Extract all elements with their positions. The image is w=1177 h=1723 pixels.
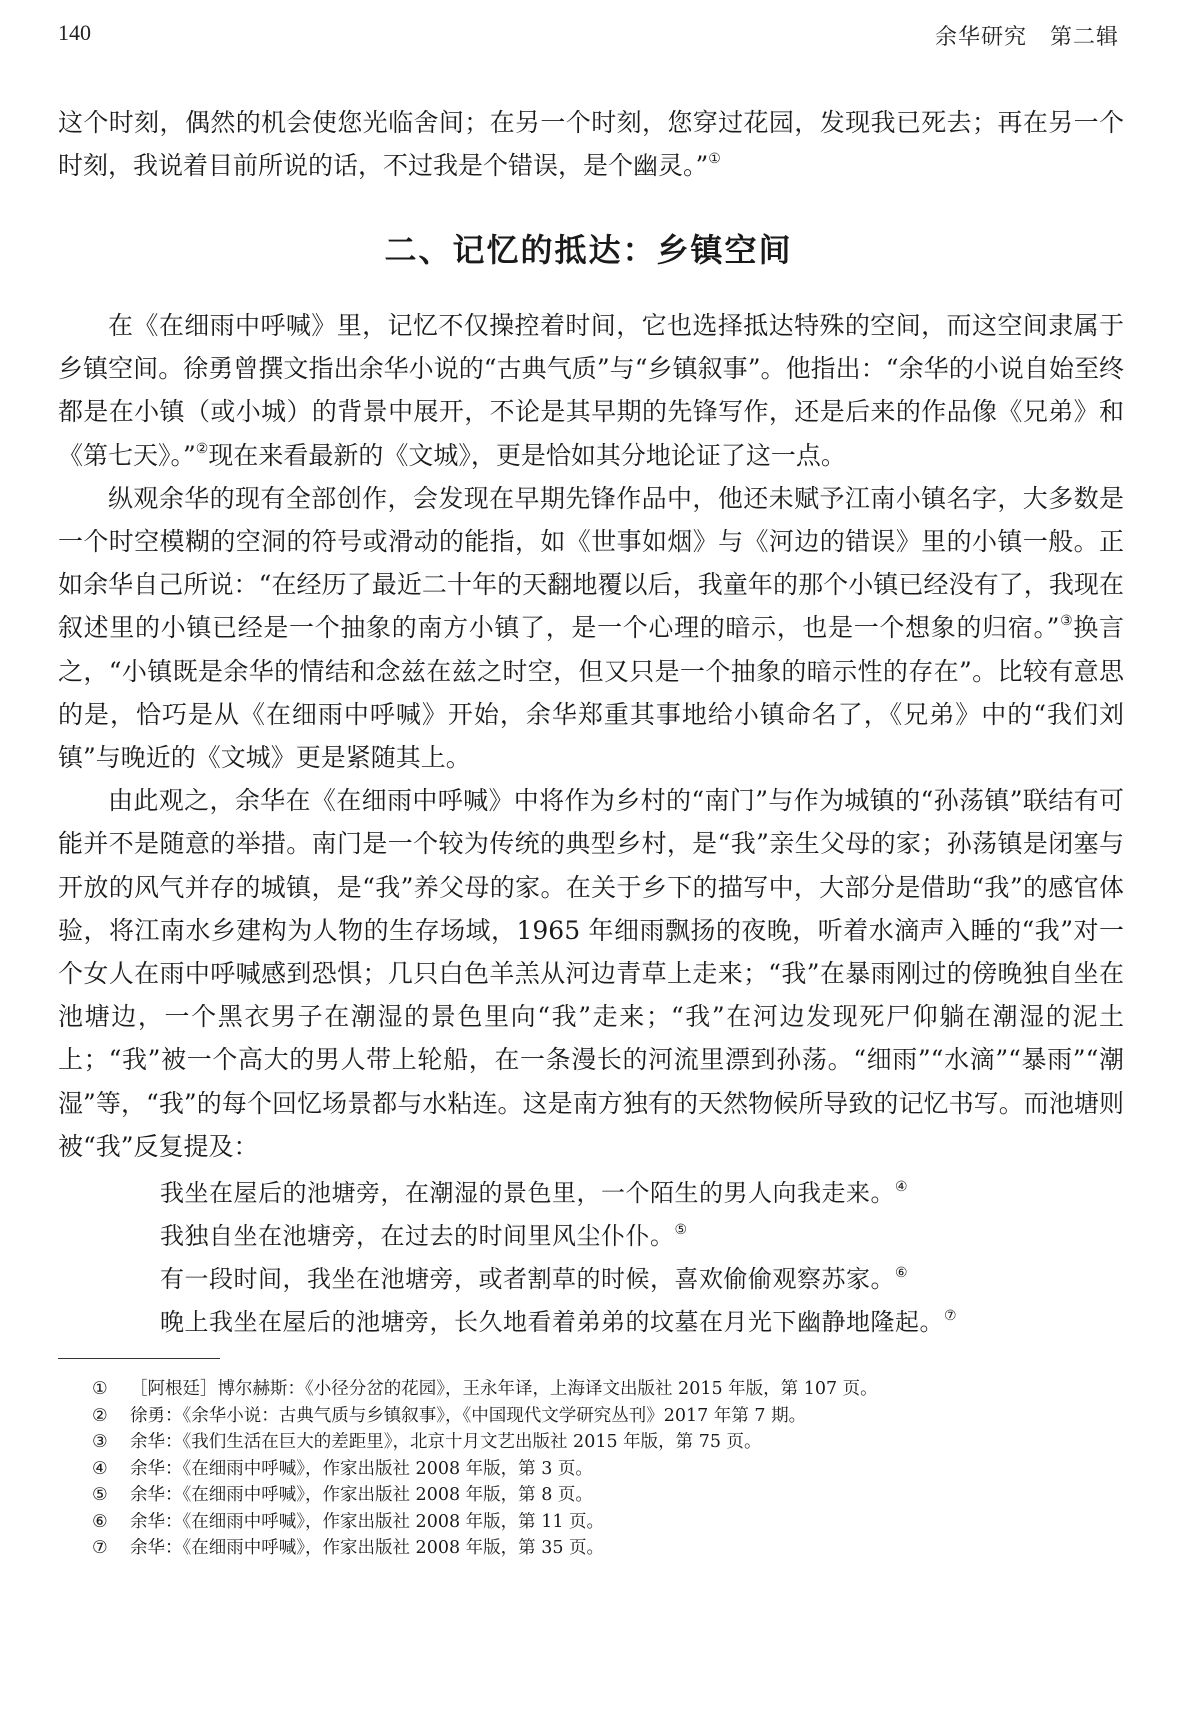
page-number: 140 xyxy=(58,20,91,45)
footnote-item xyxy=(92,1456,1122,1483)
footnote-item xyxy=(92,1535,1122,1562)
footnote-text: 余华：《在细雨中呼喊》，作家出版社 2008 年版，第 11 页。 xyxy=(130,1511,605,1532)
footnote-item xyxy=(92,1376,1122,1403)
footnote-ref-6[interactable]: ⑥ xyxy=(895,1265,909,1281)
footnote-ref-4[interactable]: ④ xyxy=(895,1179,909,1195)
intro-paragraph xyxy=(58,101,1124,187)
paragraph-1-text-b: 现在来看最新的《文城》，更是恰如其分地论证了这一点。 xyxy=(208,440,846,470)
footnote-item xyxy=(92,1509,1122,1536)
section-heading: 二、记忆的抵达：乡镇空间 xyxy=(384,231,793,269)
footnote-text: 徐勇：《余华小说：古典气质与乡镇叙事》，《中国现代文学研究丛刊》2017 年第 7 期。 xyxy=(130,1405,807,1426)
quote-line-text: 我坐在屋后的池塘旁，在潮湿的景色里，一个陌生的男人向我走来。 xyxy=(160,1179,895,1207)
quote-line xyxy=(160,1215,1100,1258)
footnote-text: 余华：《在细雨中呼喊》，作家出版社 2008 年版，第 8 页。 xyxy=(130,1485,593,1505)
footnote-mark: ③ xyxy=(92,1432,108,1452)
quote-line xyxy=(160,1301,1100,1344)
footnote-mark: ② xyxy=(92,1405,108,1426)
block-quote xyxy=(160,1172,1100,1344)
footnote-ref-2[interactable]: ② xyxy=(195,440,209,457)
footnote-divider xyxy=(58,1358,220,1359)
quote-line-text: 我独自坐在池塘旁，在过去的时间里风尘仆仆。 xyxy=(160,1222,675,1250)
footnote-text: 余华：《我们生活在巨大的差距里》，北京十月文艺出版社 2015 年版，第 75 页。 xyxy=(130,1432,762,1452)
footnote-item xyxy=(92,1429,1122,1456)
paragraph-2 xyxy=(58,477,1124,779)
footnote-ref-3[interactable]: ③ xyxy=(1059,613,1074,630)
paragraph-2-text-a: 纵观余华的现有全部创作，会发现在早期先锋作品中，他还未赋予江南小镇名字，大多数是一个时空模糊的空洞的符号或滑动的能指，如《世事如烟》与《河边的错误》里的小镇一般。正如余华自己所说：“在经历了最近二十年的天翻地覆以后，我童年的那个小镇已经没有了，我现在叙述里的小镇已经是一个抽象的南方小镇了，是一个心理的暗示，也是一个想象的归宿。” xyxy=(58,483,1124,643)
running-header-title: 余华研究 第二辑 xyxy=(934,25,1119,50)
paragraph-3: 由此观之，余华在《在细雨中呼喊》中将作为乡村的“南门”与作为城镇的“孙荡镇”联结有可能并不是随意的举措。南门是一个较为传统的典型乡村，是“我”亲生父母的家；孙荡镇是闭塞与开放的风气并存的城镇，是“我”养父母的家。在关于乡下的描写中，大部分是借助“我”的感官体验，将江南水乡建构为人物的生存场域，1965 年细雨飘扬的夜晚，听着水滴声入睡的“我”对一个女人在雨中呼喊感到恐惧；几只白色羊羔从河边青草上走来；“我”在暴雨刚过的傍晚独自坐在池塘边，一个黑衣男子在潮湿的景色里向“我”走来；“我”在河边发现死尸仰躺在潮湿的泥土上；“我”被一个高大的男人带上轮船，在一条漫长的河流里漂到孙荡。“细雨”“水滴”“暴雨”“潮湿”等，“我”的每个回忆场景都与水粘连。这是南方独有的天然物候所导致的记忆书写。而池塘则被“我”反复提及： xyxy=(58,786,1124,1161)
intro-text: 这个时刻，偶然的机会使您光临舍间；在另一个时刻，您穿过花园，发现我已死去；再在另一个时刻，我说着目前所说的话，不过我是个错误，是个幽灵。” xyxy=(58,108,1124,181)
footnote-ref-1[interactable]: ① xyxy=(708,151,721,168)
quote-line-text: 晚上我坐在屋后的池塘旁，长久地看着弟弟的坟墓在月光下幽静地隆起。 xyxy=(160,1308,944,1336)
footnote-text: 余华：《在细雨中呼喊》，作家出版社 2008 年版，第 35 页。 xyxy=(130,1538,605,1558)
footnote-mark: ① xyxy=(92,1379,108,1399)
footnote-item xyxy=(92,1482,1122,1509)
footnote-mark: ⑥ xyxy=(92,1511,108,1532)
footnote-text: 余华：《在细雨中呼喊》，作家出版社 2008 年版，第 3 页。 xyxy=(130,1458,593,1479)
main-body xyxy=(58,304,1124,1168)
paragraph-1-text-a: 在《在细雨中呼喊》里，记忆不仅操控着时间，它也选择抵达特殊的空间，而这空间隶属于乡镇空间。徐勇曾撰文指出余华小说的“古典气质”与“乡镇叙事”。他指出：“余华的小说自始至终都是在小镇（或小城）的背景中展开，不论是其早期的先锋写作，还是后来的作品像《兄弟》和《第七天》。” xyxy=(58,311,1124,470)
paragraph-1 xyxy=(58,304,1124,477)
footnote-ref-7[interactable]: ⑦ xyxy=(944,1308,958,1324)
footnote-ref-5[interactable]: ⑤ xyxy=(674,1222,688,1238)
quote-line xyxy=(160,1172,1100,1215)
footnotes xyxy=(92,1376,1122,1562)
footnote-text: ［阿根廷］博尔赫斯：《小径分岔的花园》，王永年译，上海译文出版社 2015 年版，第 107 页。 xyxy=(130,1379,878,1399)
quote-line-text: 有一段时间，我坐在池塘旁，或者割草的时候，喜欢偷偷观察苏家。 xyxy=(160,1265,895,1293)
footnote-item xyxy=(92,1403,1122,1430)
paragraph-2-text-b: 换言之，“小镇既是余华的情结和念兹在兹之时空，但又只是一个抽象的暗示性的存在”。比较有意思的是，恰巧是从《在细雨中呼喊》开始，余华郑重其事地给小镇命名了，《兄弟》中的“我们刘镇”与晚近的《文城》更是紧随其上。 xyxy=(58,613,1124,773)
footnote-mark: ⑦ xyxy=(92,1538,108,1558)
quote-line xyxy=(160,1258,1100,1301)
footnote-mark: ⑤ xyxy=(92,1485,108,1505)
footnote-mark: ④ xyxy=(92,1458,108,1479)
